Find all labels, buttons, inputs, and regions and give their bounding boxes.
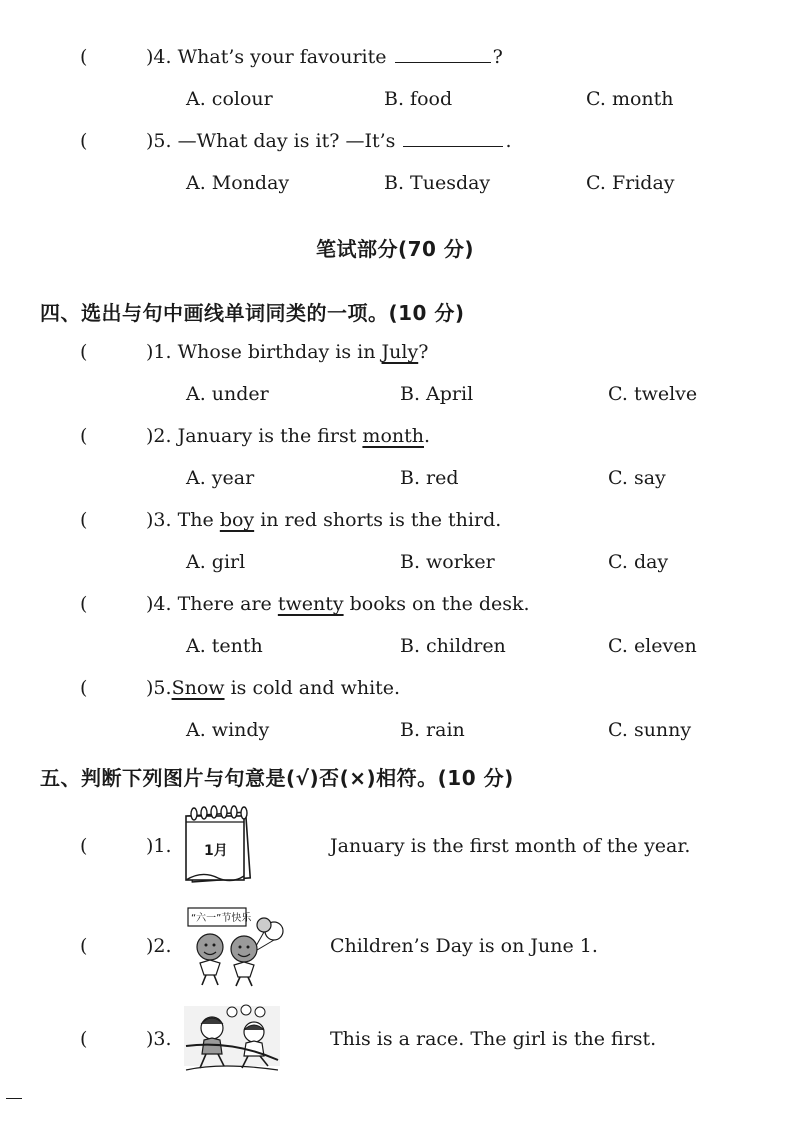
option-c: C. twelve — [608, 383, 698, 405]
question-text-post: in red shorts is the third. — [260, 509, 502, 531]
question-number: 5. — [153, 677, 172, 699]
question-text: There are — [177, 593, 272, 615]
listening-q5 — [80, 130, 511, 152]
answer-blank[interactable] — [403, 130, 503, 147]
answer-paren-close: ) — [146, 593, 154, 615]
s4-q2 — [80, 425, 430, 447]
s4-q5 — [80, 677, 400, 699]
question-number: 4. — [153, 593, 172, 615]
listening-q4 — [80, 46, 503, 68]
answer-paren-open: ( — [80, 509, 88, 531]
answer-paren-open: ( — [80, 341, 88, 363]
question-number: 2. — [153, 935, 172, 957]
option-b: B. rain — [400, 719, 465, 741]
question-text-post: books on the desk. — [349, 593, 530, 615]
answer-paren-close: ) — [146, 341, 154, 363]
underlined-word: Snow — [171, 677, 225, 699]
answer-paren-open: ( — [80, 130, 88, 152]
written-part-title: 笔试部分(70 分) — [316, 237, 475, 261]
s5-q1-number — [80, 835, 172, 857]
option-c: C. Friday — [586, 172, 675, 194]
question-number: 5. — [153, 130, 172, 152]
underlined-word: boy — [219, 509, 255, 531]
option-b: B. red — [400, 467, 459, 489]
children-balloons-icon — [182, 905, 290, 987]
question-number: 1. — [153, 341, 172, 363]
question-text: —What day is it? —It’s — [177, 130, 396, 152]
underlined-word: July — [381, 341, 419, 363]
option-c: C. say — [608, 467, 666, 489]
answer-paren-close: ) — [146, 1028, 154, 1050]
question-number: 3. — [153, 1028, 172, 1050]
question-text-post: . — [424, 425, 431, 447]
race-icon — [182, 1000, 282, 1076]
question-text-post: is cold and white. — [230, 677, 401, 699]
s5-q3-sentence: This is a race. The girl is the first. — [330, 1028, 657, 1050]
option-b: B. food — [384, 88, 453, 110]
answer-blank[interactable] — [395, 46, 491, 63]
option-a: A. tenth — [186, 635, 263, 657]
option-c: C. sunny — [608, 719, 692, 741]
option-a: A. colour — [186, 88, 273, 110]
option-a: A. windy — [186, 719, 270, 741]
option-c: C. eleven — [608, 635, 697, 657]
answer-paren-open: ( — [80, 677, 88, 699]
page-edge-mark — [6, 1098, 22, 1099]
answer-paren-close: ) — [146, 46, 154, 68]
option-b: B. Tuesday — [384, 172, 491, 194]
question-text: Whose birthday is in — [177, 341, 376, 363]
underlined-word: month — [362, 425, 424, 447]
answer-paren-open: ( — [80, 46, 88, 68]
option-a: A. girl — [186, 551, 246, 573]
s4-q4 — [80, 593, 530, 615]
answer-paren-close: ) — [146, 425, 154, 447]
answer-paren-close: ) — [146, 677, 154, 699]
s5-q1-sentence: January is the first month of the year. — [330, 835, 691, 857]
answer-paren-open: ( — [80, 1028, 88, 1050]
answer-paren-open: ( — [80, 593, 88, 615]
calendar-icon — [182, 800, 258, 886]
option-b: B. worker — [400, 551, 495, 573]
question-text: What’s your favourite — [177, 46, 387, 68]
banner-label: “六一”节快乐 — [191, 913, 252, 924]
question-number: 2. — [153, 425, 172, 447]
option-b: B. children — [400, 635, 506, 657]
answer-paren-open: ( — [80, 935, 88, 957]
question-number: 3. — [153, 509, 172, 531]
underlined-word: twenty — [277, 593, 344, 615]
section5-title: 五、判断下列图片与句意是(√)否(×)相符。(10 分) — [40, 766, 514, 790]
s4-q1 — [80, 341, 428, 363]
s5-q2-sentence: Children’s Day is on June 1. — [330, 935, 598, 957]
option-a: A. under — [186, 383, 269, 405]
answer-paren-close: ) — [146, 935, 154, 957]
answer-paren-close: ) — [146, 130, 154, 152]
answer-paren-close: ) — [146, 835, 154, 857]
option-b: B. April — [400, 383, 474, 405]
answer-paren-open: ( — [80, 425, 88, 447]
option-a: A. year — [186, 467, 255, 489]
question-number: 1. — [153, 835, 172, 857]
question-punct: ? — [492, 46, 503, 68]
s5-q2-number — [80, 935, 172, 957]
answer-paren-close: ) — [146, 509, 154, 531]
s4-q3 — [80, 509, 501, 531]
answer-paren-open: ( — [80, 835, 88, 857]
question-text-post: ? — [418, 341, 429, 363]
calendar-label: 1月 — [204, 843, 228, 859]
section4-title: 四、选出与句中画线单词同类的一项。(10 分) — [40, 301, 465, 325]
question-number: 4. — [153, 46, 172, 68]
question-text: January is the first — [177, 425, 357, 447]
question-text: The — [177, 509, 214, 531]
s5-q3-number — [80, 1028, 172, 1050]
option-c: C. month — [586, 88, 674, 110]
option-c: C. day — [608, 551, 669, 573]
option-a: A. Monday — [186, 172, 290, 194]
question-punct: . — [505, 130, 512, 152]
